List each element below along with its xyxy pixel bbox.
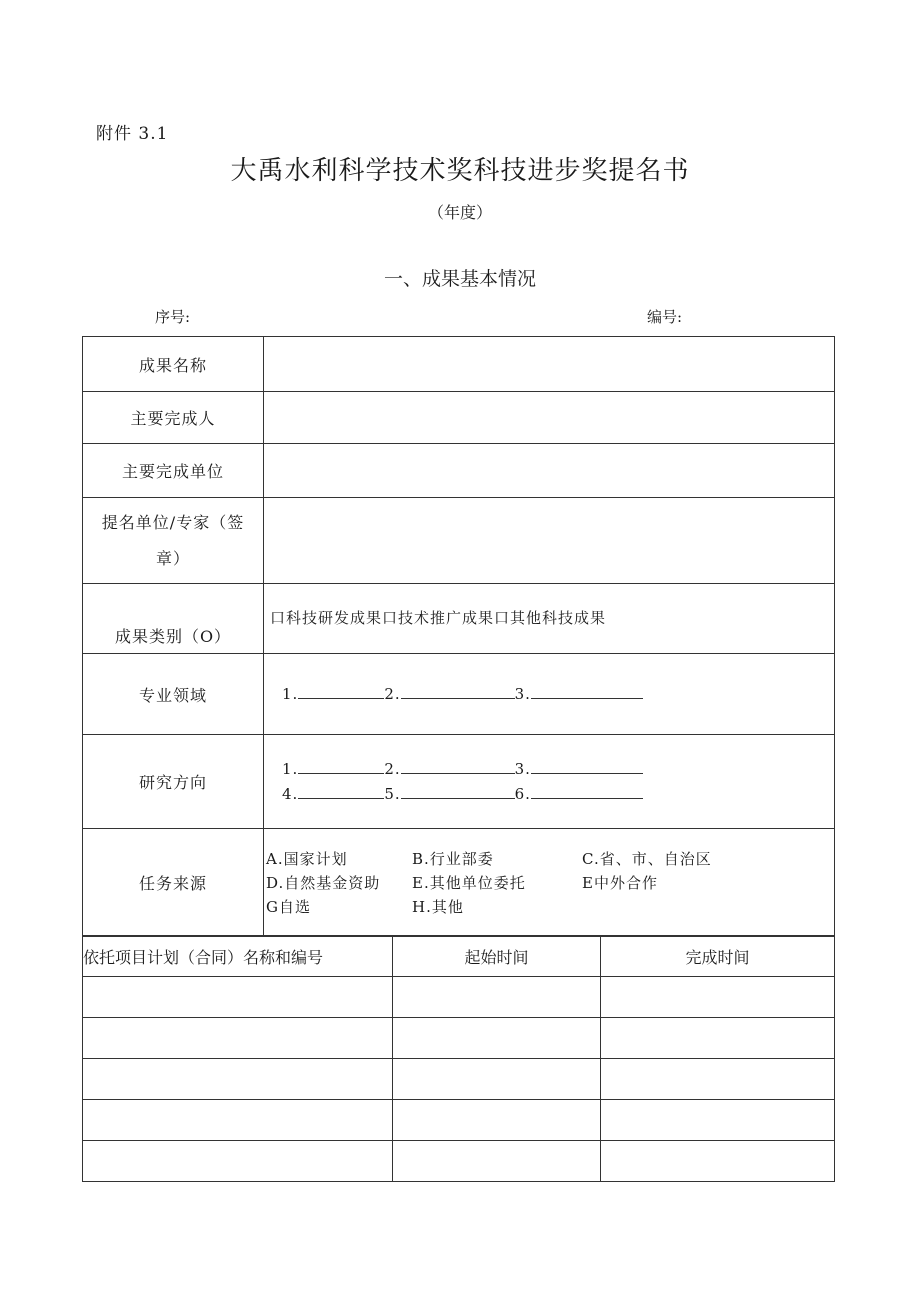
end-time-cell[interactable] [601, 1018, 835, 1059]
end-time-cell[interactable] [601, 1100, 835, 1141]
achievement-name-label: 成果名称 [83, 337, 264, 392]
row-field [83, 654, 835, 735]
section-title: 一、成果基本情况 [383, 268, 536, 290]
nominator-label-line1: 提名单位/专家（签 [101, 512, 245, 532]
field-label: 专业领域 [83, 654, 264, 735]
main-units-label: 主要完成单位 [83, 444, 264, 498]
nominator-label [83, 498, 264, 584]
row-direction [83, 735, 835, 829]
document-title: 大禹水利科学技术奖科技进步奖提名书 [230, 156, 690, 186]
number-label: 编号: [647, 308, 683, 326]
direction-item-1-blank[interactable] [298, 759, 384, 774]
table-row [83, 977, 835, 1018]
field-item-3-blank[interactable] [531, 684, 643, 699]
start-time-cell[interactable] [393, 1059, 601, 1100]
direction-item-1-number: 1. [282, 759, 299, 778]
project-name-cell[interactable] [83, 1100, 393, 1141]
project-name-cell[interactable] [83, 977, 393, 1018]
source-option[interactable]: H.其他 [412, 897, 464, 916]
project-name-header: 依托项目计划（合同）名称和编号 [83, 936, 393, 977]
annex-label: 附件 3.1 [96, 124, 169, 144]
achievement-name-field[interactable] [264, 337, 835, 392]
category-label: 成果类别（O） [114, 627, 232, 646]
end-time-cell[interactable] [601, 1059, 835, 1100]
project-name-cell[interactable] [83, 1059, 393, 1100]
end-time-cell[interactable] [601, 977, 835, 1018]
table-row [83, 1059, 835, 1100]
field-item-1-number: 1. [282, 684, 299, 703]
direction-item-6-number: 6. [514, 784, 531, 803]
table-row [83, 1100, 835, 1141]
direction-item-5-number: 5. [384, 784, 401, 803]
direction-item-4-blank[interactable] [298, 784, 384, 799]
source-option[interactable]: C.省、市、自治区 [582, 849, 712, 868]
basic-info-table [82, 336, 835, 937]
main-contributors-label: 主要完成人 [83, 392, 264, 444]
table-row [83, 1141, 835, 1182]
field-item-3-number: 3. [514, 684, 531, 703]
field-entries [264, 654, 835, 735]
field-item-2-blank[interactable] [401, 684, 515, 699]
start-time-cell[interactable] [393, 1100, 601, 1141]
project-table-header [83, 936, 835, 977]
category-options[interactable]: 口科技研发成果口技术推广成果口其他科技成果 [270, 609, 607, 627]
end-time-header: 完成时间 [601, 936, 835, 977]
direction-item-2-number: 2. [384, 759, 401, 778]
start-time-header: 起始时间 [393, 936, 601, 977]
table-row [83, 1018, 835, 1059]
source-option[interactable]: D.自然基金资助 [266, 873, 381, 892]
row-main-units [83, 444, 835, 498]
direction-item-4-number: 4. [282, 784, 299, 803]
row-main-contributors [83, 392, 835, 444]
source-option[interactable]: A.国家计划 [266, 849, 348, 868]
field-item-2-number: 2. [384, 684, 401, 703]
direction-item-5-blank[interactable] [401, 784, 515, 799]
category-label-cell [83, 584, 264, 654]
row-achievement-name [83, 337, 835, 392]
source-option[interactable]: E中外合作 [582, 873, 658, 892]
direction-entries [264, 735, 835, 829]
project-name-cell[interactable] [83, 1141, 393, 1182]
serial-label: 序号: [155, 308, 191, 326]
source-option[interactable]: G自选 [266, 897, 311, 916]
main-units-field[interactable] [264, 444, 835, 498]
start-time-cell[interactable] [393, 1018, 601, 1059]
nominator-field[interactable] [264, 498, 835, 584]
field-item-1-blank[interactable] [298, 684, 384, 699]
nominator-label-line2: 章） [155, 548, 190, 568]
row-category [83, 584, 835, 654]
direction-item-6-blank[interactable] [531, 784, 643, 799]
start-time-cell[interactable] [393, 977, 601, 1018]
main-contributors-field[interactable] [264, 392, 835, 444]
year-label: （年度） [427, 203, 492, 222]
row-source [83, 829, 835, 937]
direction-item-3-number: 3. [514, 759, 531, 778]
project-name-cell[interactable] [83, 1018, 393, 1059]
source-option[interactable]: E.其他单位委托 [412, 873, 526, 892]
direction-item-2-blank[interactable] [401, 759, 515, 774]
direction-item-3-blank[interactable] [531, 759, 643, 774]
category-field[interactable] [264, 584, 835, 654]
source-options [264, 829, 835, 937]
end-time-cell[interactable] [601, 1141, 835, 1182]
start-time-cell[interactable] [393, 1141, 601, 1182]
project-table [82, 935, 835, 1182]
source-option[interactable]: B.行业部委 [412, 849, 494, 868]
row-nominator [83, 498, 835, 584]
source-label: 任务来源 [83, 829, 264, 937]
direction-label: 研究方向 [83, 735, 264, 829]
